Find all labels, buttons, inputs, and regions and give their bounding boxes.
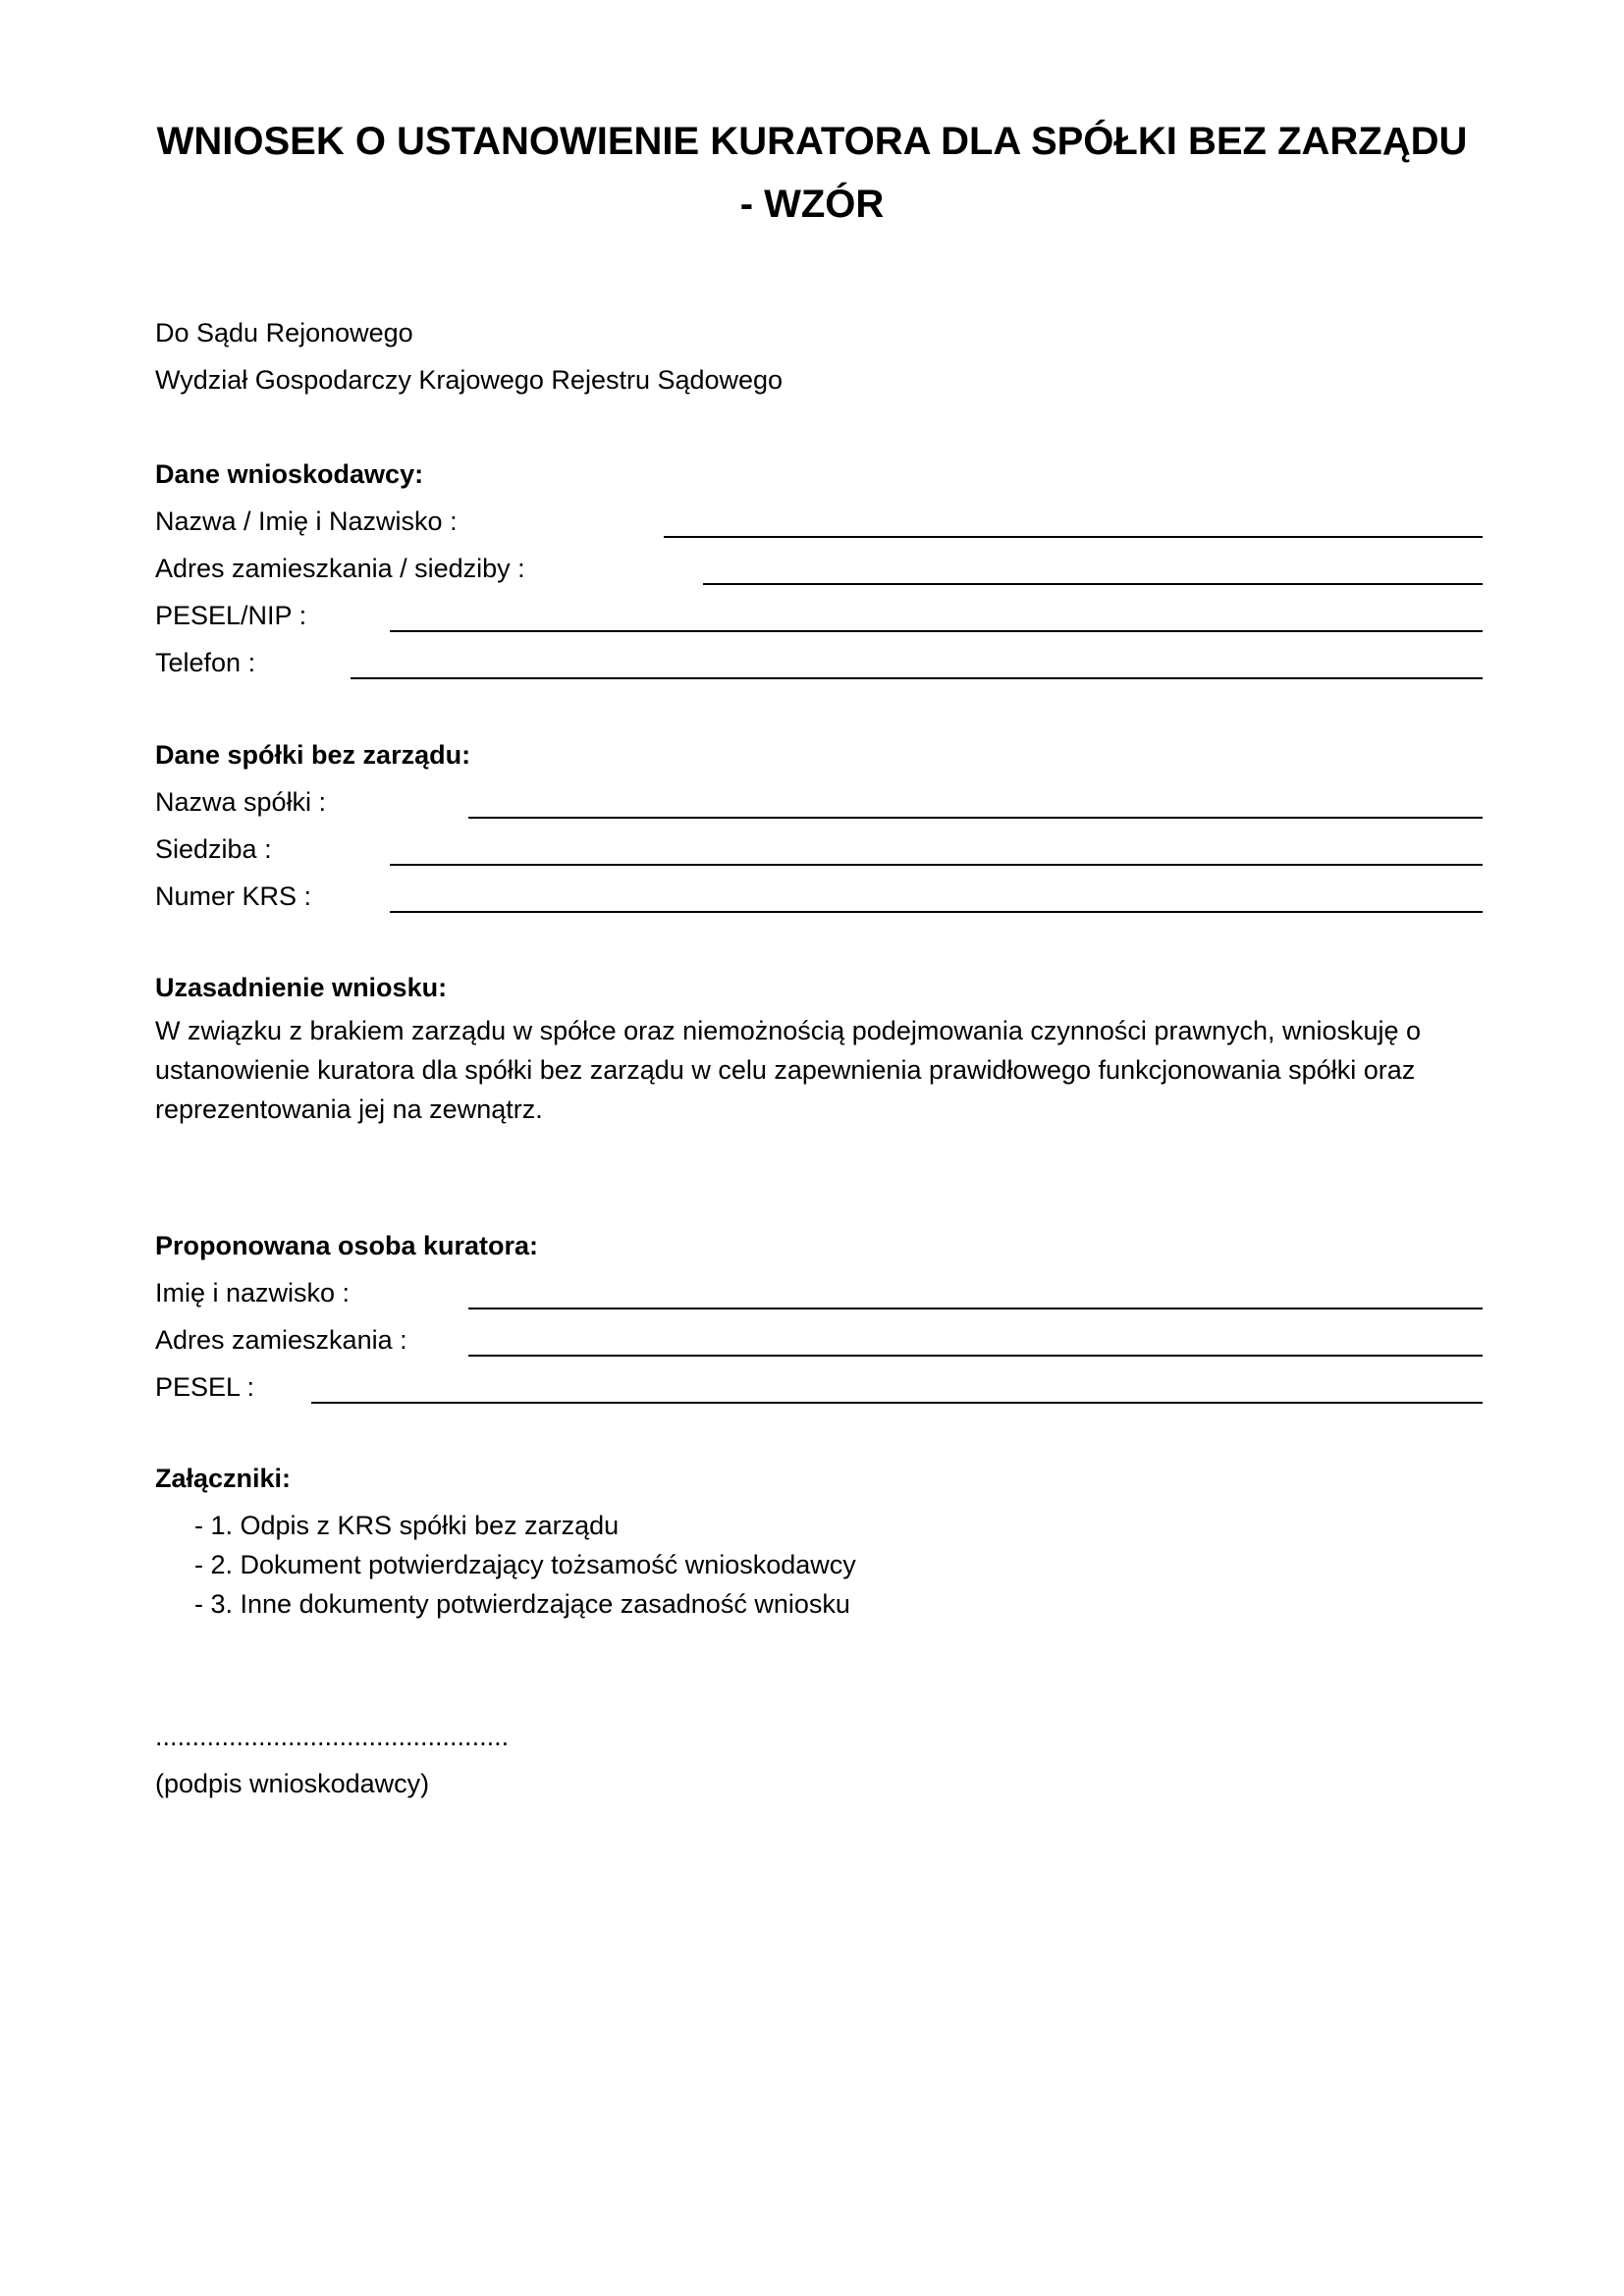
justification-heading: Uzasadnienie wniosku:	[155, 973, 448, 1002]
applicant-phone-label: Telefon :	[155, 648, 256, 677]
company-seat-field[interactable]	[390, 864, 1483, 866]
company-seat-label: Siedziba :	[155, 834, 272, 864]
applicant-phone-field[interactable]	[351, 677, 1483, 679]
applicant-name-label: Nazwa / Imię i Nazwisko :	[155, 507, 458, 536]
company-heading: Dane spółki bez zarządu:	[155, 740, 471, 770]
attachment-item: - 1. Odpis z KRS spółki bez zarządu	[194, 1511, 620, 1540]
company-name-label: Nazwa spółki :	[155, 787, 327, 817]
company-krs-label: Numer KRS :	[155, 881, 312, 911]
signature-line[interactable]: ................................................	[155, 1722, 510, 1751]
curator-pesel-label: PESEL :	[155, 1372, 255, 1402]
addressee-court: Do Sądu Rejonowego	[155, 318, 413, 347]
curator-name-label: Imię i nazwisko :	[155, 1278, 351, 1308]
justification-line-1: W związku z brakiem zarządu w spółce oraz niemożnością podejmowania czynności prawnych, wnioskuję o	[155, 1016, 1422, 1045]
company-krs-field[interactable]	[390, 911, 1483, 913]
justification-line-3: reprezentowania jej na zewnątrz.	[155, 1095, 543, 1124]
document-title-line-2: - WZÓR	[739, 183, 885, 226]
attachment-item: - 3. Inne dokumenty potwierdzające zasadność wniosku	[194, 1589, 850, 1619]
applicant-pesel-nip-field[interactable]	[390, 630, 1483, 632]
applicant-address-label: Adres zamieszkania / siedziby :	[155, 554, 525, 583]
applicant-pesel-nip-label: PESEL/NIP :	[155, 601, 307, 630]
attachments-heading: Załączniki:	[155, 1464, 292, 1493]
company-name-field[interactable]	[468, 817, 1483, 819]
curator-heading: Proponowana osoba kuratora:	[155, 1231, 539, 1260]
document-title-line-1: WNIOSEK O USTANOWIENIE KURATORA DLA SPÓŁKI BEZ ZARZĄDU	[156, 120, 1468, 163]
applicant-heading: Dane wnioskodawcy:	[155, 459, 424, 489]
curator-pesel-field[interactable]	[311, 1402, 1483, 1404]
signature-caption: (podpis wnioskodawcy)	[155, 1769, 430, 1798]
justification-line-2: ustanowienie kuratora dla spółki bez zarządu w celu zapewnienia prawidłowego funkcjonowania spółki oraz	[155, 1055, 1416, 1085]
applicant-address-field[interactable]	[703, 583, 1483, 585]
curator-name-field[interactable]	[468, 1308, 1483, 1309]
attachment-item: - 2. Dokument potwierdzający tożsamość wnioskodawcy	[194, 1550, 856, 1579]
curator-address-label: Adres zamieszkania :	[155, 1325, 407, 1355]
applicant-name-field[interactable]	[664, 536, 1483, 538]
addressee-department: Wydział Gospodarczy Krajowego Rejestru Sądowego	[155, 365, 784, 395]
justification-text	[155, 1011, 1471, 1129]
curator-address-field[interactable]	[468, 1355, 1483, 1357]
